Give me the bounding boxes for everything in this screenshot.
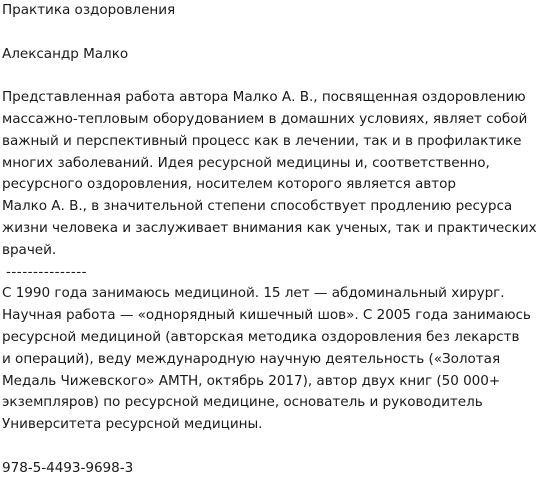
- annotation-line: жизни человека и заслуживает внимания как ученых, так и практических: [2, 219, 537, 236]
- bio-line: Научная работа — «однорядный кишечный шов». С 2005 года занимаюсь: [2, 307, 531, 324]
- spacer: [2, 436, 548, 458]
- bio-line: Медаль Чижевского» АМТН, октябрь 2017), автор двух книг (50 000+: [2, 372, 501, 389]
- annotation-line: важный и перспективный процесс как в лечении, так и в профилактике: [2, 132, 522, 149]
- bio-line: ресурсной медициной (авторская методика оздоровления без лекарств: [2, 328, 520, 345]
- annotation-line: Представленная работа автора Малко А. В., посвященная оздоровлению: [2, 89, 526, 106]
- spacer: [2, 22, 548, 44]
- annotation-line: ресурсного оздоровления, носителем которого является автор: [2, 176, 456, 193]
- annotation-line: многих заболеваний. Идея ресурсной медицины и, соответственно,: [2, 154, 490, 171]
- annotation-line: массажно-тепловым оборудованием в домашних условиях, являет собой: [2, 110, 528, 127]
- book-title: Практика оздоровления: [2, 2, 176, 18]
- annotation-line: врачей.: [2, 241, 57, 258]
- bio-line: и операций), веду международную научную деятельность («Золотая: [2, 350, 501, 367]
- bio-line: С 1990 года занимаюсь медициной. 15 лет — абдоминальный хирург.: [2, 285, 505, 302]
- bio-line: экземпляров) по ресурсной медицине, основатель и руководитель: [2, 394, 483, 411]
- isbn-number: 978-5-4493-9698-3: [2, 459, 134, 476]
- annotation-paragraph: [2, 87, 548, 261]
- spacer: [2, 65, 548, 87]
- author-name: Александр Малко: [2, 45, 129, 62]
- author-bio-paragraph: [2, 283, 548, 436]
- annotation-line: Малко А. В., в значительной степени способствует продлению ресурса: [2, 198, 513, 215]
- separator-line: ---------------: [6, 263, 88, 280]
- bio-line: Университета ресурсной медицины.: [2, 416, 263, 433]
